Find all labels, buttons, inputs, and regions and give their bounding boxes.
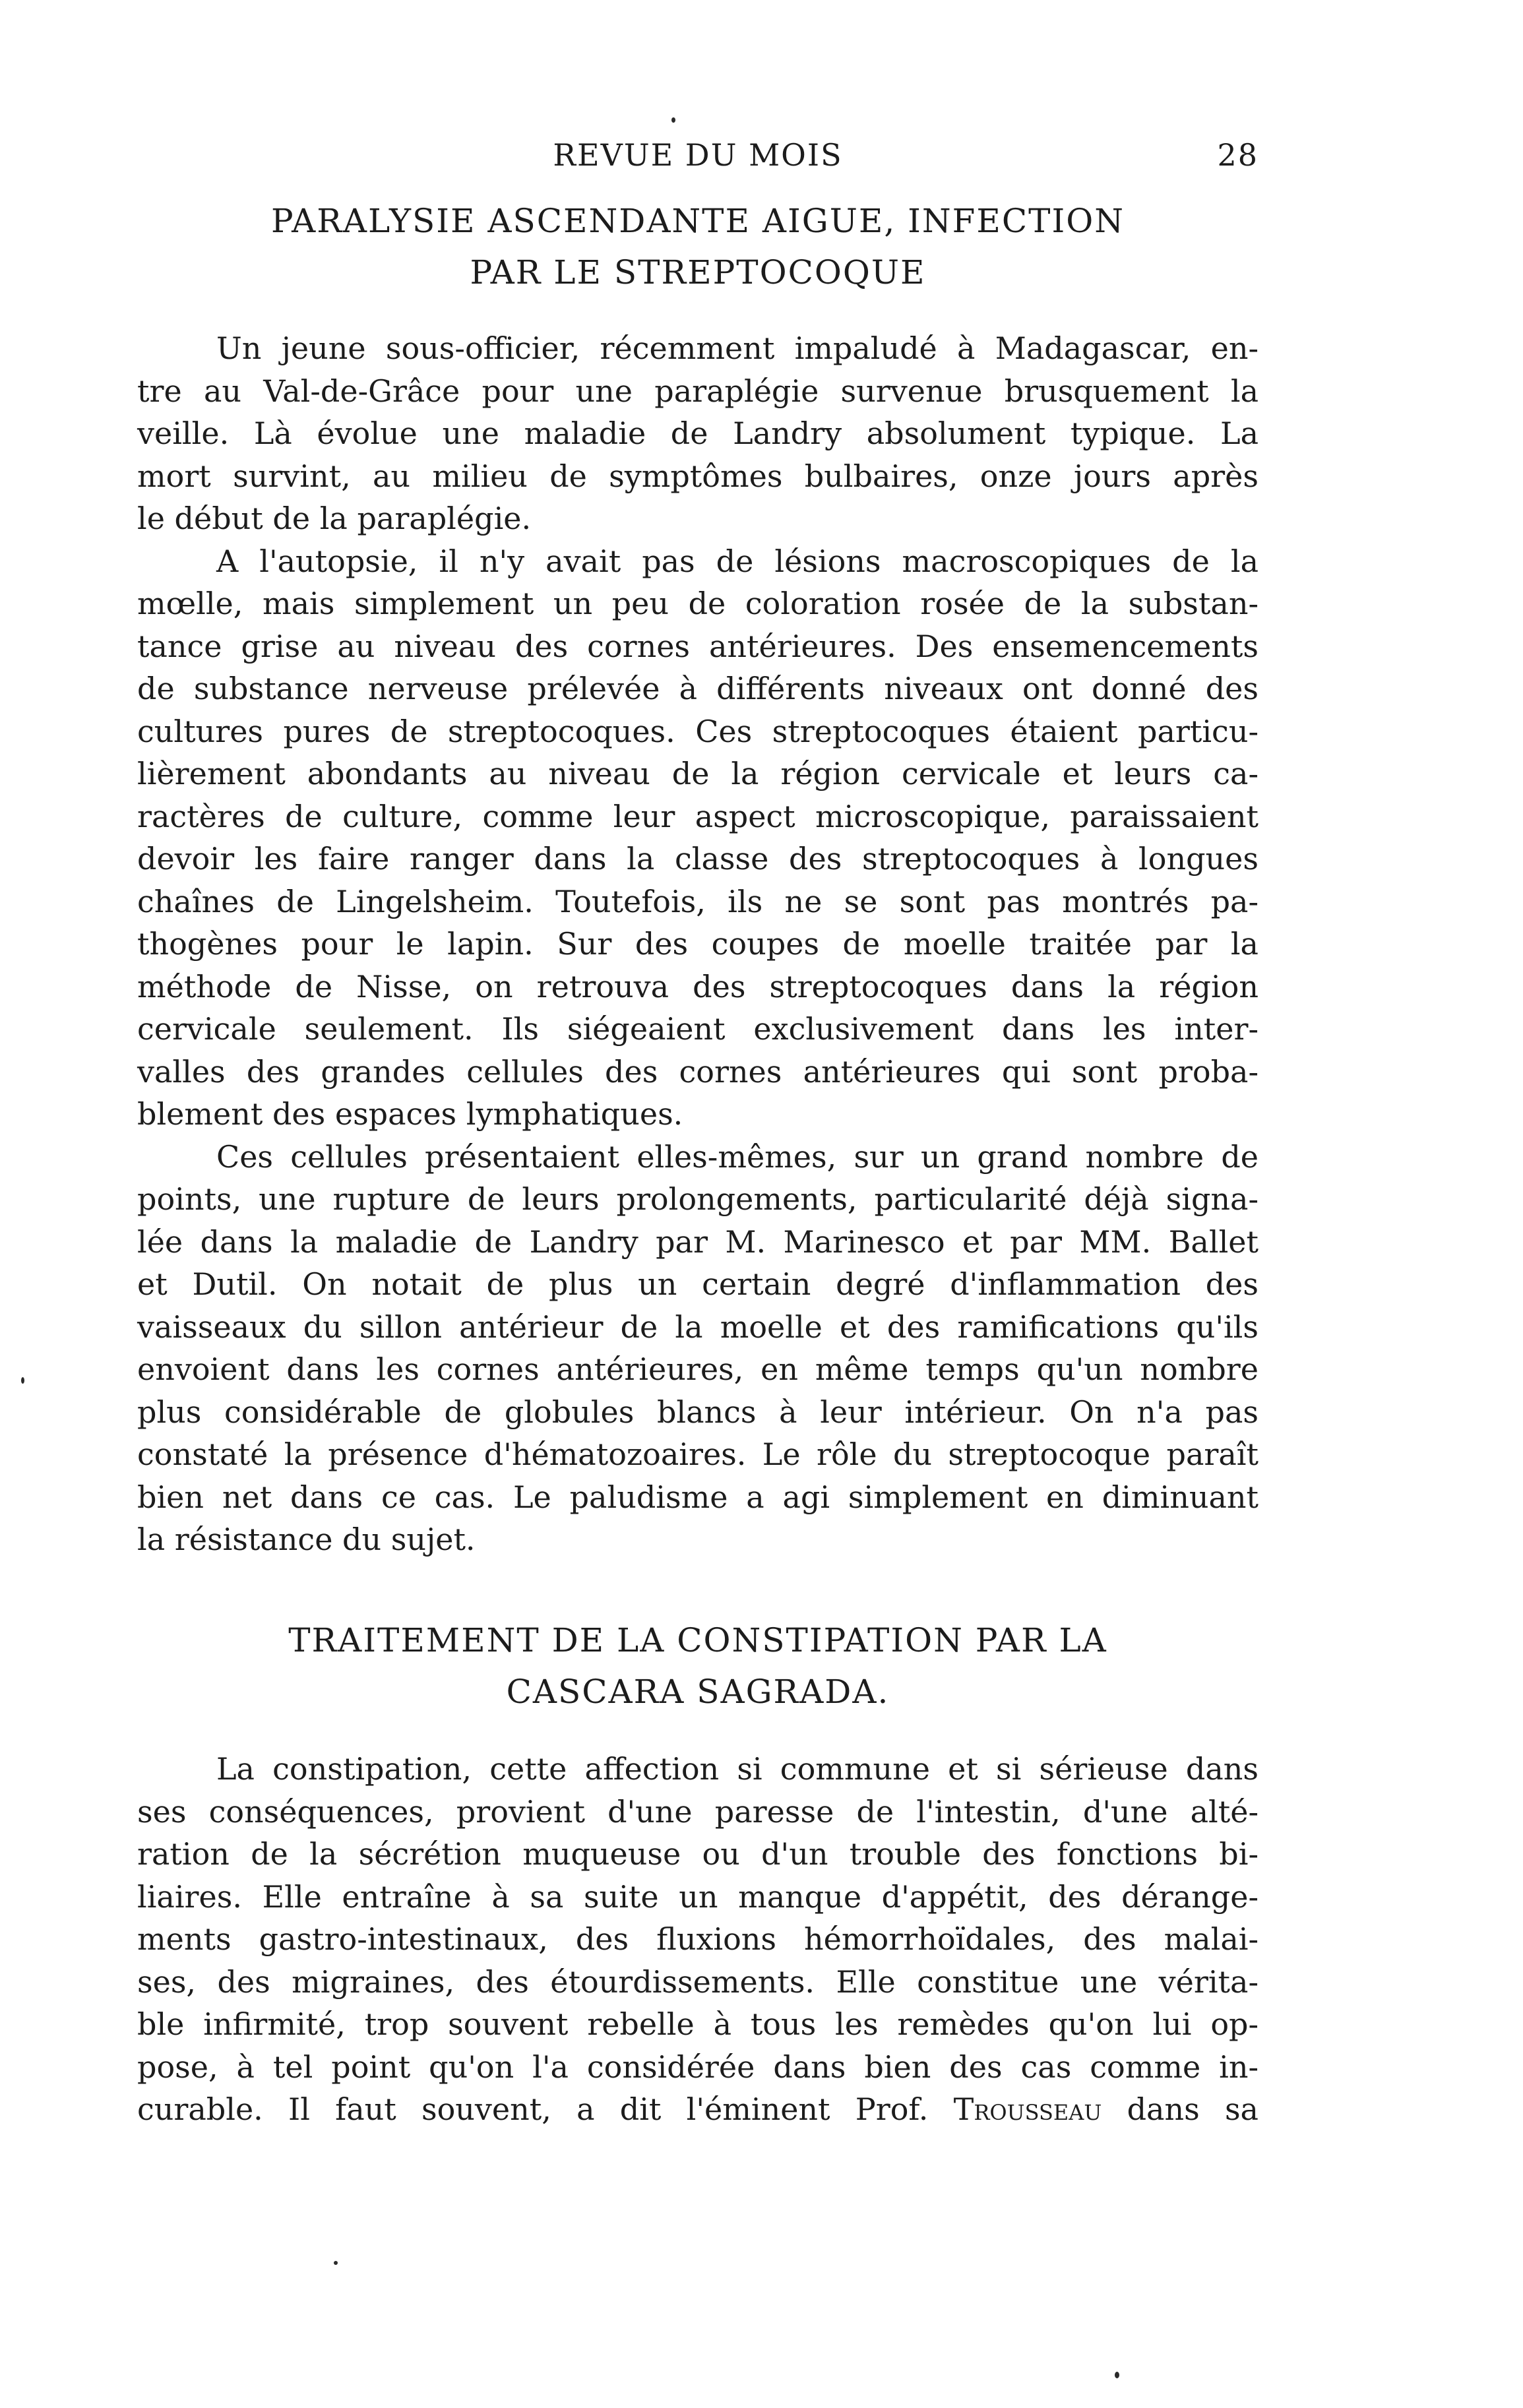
text-line: valles des grandes cellules des cornes antérieures qui sont proba-: [137, 1053, 1259, 1090]
print-speck: [671, 117, 675, 123]
text-line: vaisseaux du sillon antérieur de la moelle et des ramifications qu'ils: [137, 1309, 1259, 1345]
text-line: bien net dans ce cas. Le paludisme a agi simplement en diminuant: [137, 1479, 1259, 1515]
text-line: veille. Là évolue une maladie de Landry absolument typique. La: [137, 416, 1259, 451]
paragraph: [137, 327, 1259, 540]
text-line: devoir les faire ranger dans la classe des streptocoques à longues: [137, 841, 1259, 877]
text-line: La constipation, cette affection si commune et si sérieuse dans: [216, 1751, 1259, 1787]
text-line: pose, à tel point qu'on l'a considérée dans bien des cas comme in-: [137, 2049, 1259, 2085]
text-line: ractères de culture, comme leur aspect microscopique, paraissaient: [137, 798, 1259, 834]
text-line: tance grise au niveau des cornes antérieures. Des ensemencements: [137, 628, 1259, 664]
text-line: cultures pures de streptocoques. Ces streptocoques étaient particu-: [137, 713, 1259, 749]
text-line: ble infirmité, trop souvent rebelle à tous les remèdes qu'on lui op-: [137, 2006, 1259, 2042]
section-title-line: CASCARA SAGRADA.: [506, 1673, 890, 1711]
text-fragment: curable. Il faut souvent, a dit l'éminent Prof.: [137, 2091, 954, 2127]
text-line: la résistance du sujet.: [137, 1522, 476, 1557]
running-title: REVUE DU MOIS: [553, 137, 843, 173]
text-fragment: dans sa: [1102, 2091, 1259, 2127]
text-line: envoient dans les cornes antérieures, en même temps qu'un nombre: [137, 1351, 1259, 1387]
text-line: lée dans la maladie de Landry par M. Marinesco et par MM. Ballet: [137, 1223, 1259, 1260]
text-line: le début de la paraplégie.: [137, 501, 532, 536]
page-number: 28: [1217, 137, 1259, 173]
author-name: Trousseau: [953, 2091, 1102, 2127]
text-line: plus considérable de globules blancs à leur intérieur. On n'a pas: [137, 1394, 1259, 1430]
text-line: cervicale seulement. Ils siégeaient exclusivement dans les inter-: [137, 1011, 1259, 1047]
text-line: de substance nerveuse prélevée à différents niveaux ont donné des: [137, 671, 1259, 706]
text-line-last: [137, 2088, 1259, 2131]
text-line: ration de la sécrétion muqueuse ou d'un trouble des fonctions bi-: [137, 1836, 1259, 1872]
section-title-line: TRAITEMENT DE LA CONSTIPATION PAR LA: [288, 1621, 1107, 1659]
text-line: chaînes de Lingelsheim. Toutefois, ils ne se sont pas montrés pa-: [137, 883, 1259, 919]
text-line: mœlle, mais simplement un peu de coloration rosée de la substan-: [137, 586, 1259, 621]
text-line: lièrement abondants au niveau de la région cervicale et leurs ca-: [137, 756, 1259, 791]
text-line: mort survint, au milieu de symptômes bulbaires, onze jours après: [137, 458, 1259, 494]
text-line: points, une rupture de leurs prolongements, particularité déjà signa-: [137, 1181, 1259, 1217]
text-line: et Dutil. On notait de plus un certain degré d'inflammation des: [137, 1266, 1259, 1302]
section-body-constipation: [137, 1748, 1259, 2131]
paragraph: [137, 1136, 1259, 1561]
text-line: tre au Val-de-Grâce pour une paraplégie survenue brusquement la: [137, 373, 1259, 409]
print-speck: [21, 1377, 24, 1384]
text-line: A l'autopsie, il n'y avait pas de lésions macroscopiques de la: [216, 543, 1259, 579]
text-line: liaires. Elle entraîne à sa suite un manque d'appétit, des dérange-: [137, 1878, 1259, 1915]
text-line: Ces cellules présentaient elles-mêmes, sur un grand nombre de: [216, 1138, 1259, 1175]
text-line: blement des espaces lymphatiques.: [137, 1096, 683, 1132]
text-line: Un jeune sous-officier, récemment impaludé à Madagascar, en-: [216, 330, 1259, 366]
print-speck: [334, 2261, 338, 2265]
print-speck: [1115, 2372, 1119, 2378]
running-header: [137, 137, 1259, 183]
section-title-line: PARALYSIE ASCENDANTE AIGUE, INFECTION: [271, 202, 1125, 240]
section-title-line: PAR LE STREPTOCOQUE: [470, 253, 926, 292]
text-line: méthode de Nisse, on retrouva des streptocoques dans la région: [137, 968, 1259, 1004]
text-line: ments gastro-intestinaux, des fluxions hémorrhoïdales, des malai-: [137, 1921, 1259, 1957]
paragraph: [137, 1748, 1259, 2131]
section-title-paralysie: [137, 195, 1259, 298]
text-line: thogènes pour le lapin. Sur des coupes de moelle traitée par la: [137, 926, 1259, 962]
paragraph: [137, 540, 1259, 1136]
text-line: ses conséquences, provient d'une paresse de l'intestin, d'une alté-: [137, 1793, 1259, 1830]
text-line: constaté la présence d'hématozoaires. Le rôle du streptocoque paraît: [137, 1436, 1259, 1472]
section-title-constipation: [137, 1615, 1259, 1717]
section-body-paralysie: [137, 327, 1259, 1561]
text-line: ses, des migraines, des étourdissements. Elle constitue une vérita-: [137, 1963, 1259, 2000]
